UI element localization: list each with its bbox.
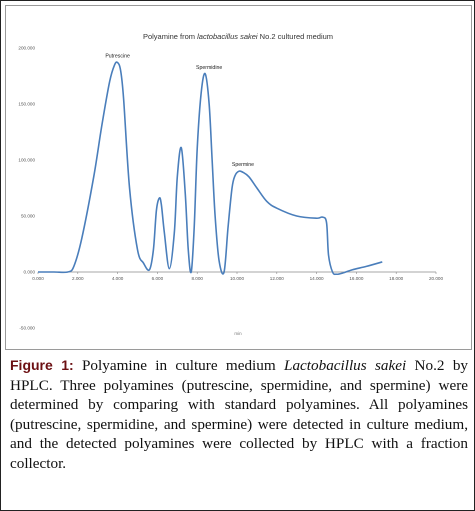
- x-tick-label: 10.000: [229, 276, 245, 281]
- y-axis-tick-labels: [18, 46, 35, 331]
- caption-species: Lactobacillus sakei: [284, 357, 407, 374]
- peak-label: Spermidine: [196, 64, 223, 71]
- x-tick-label: 4.000: [111, 276, 124, 281]
- y-tick-label: 200.000: [18, 45, 35, 51]
- x-tick-label: 6.000: [151, 276, 164, 281]
- figure-caption: [10, 356, 468, 474]
- chart-title-italic: lactobacillus sakei: [197, 32, 258, 41]
- y-tick-label: 0.000: [23, 269, 35, 275]
- caption-label: Figure 1:: [10, 357, 74, 373]
- x-tick-label: 2.000: [72, 276, 84, 281]
- caption-text-2: No.2 by HPLC. Three polyamines (putrescine, spermidine, and spermine) were determined by comparing with standard polyamines. All polyamines (putrescine, spermidine, and spermine) were detected in culture medium, and the detected polyamines were collected by HPLC with a fraction collector.: [10, 357, 469, 472]
- y-tick-label: 150.000: [18, 101, 35, 107]
- x-axis-tick-labels: [32, 272, 443, 281]
- y-tick-label: 50.000: [20, 213, 35, 219]
- x-tick-label: 8.000: [191, 276, 203, 281]
- x-tick-label: 18.000: [389, 276, 404, 281]
- peak-label: Putrescine: [105, 53, 130, 60]
- x-tick-label: 0.000: [32, 276, 44, 281]
- y-tick-label: 100.000: [18, 157, 35, 163]
- caption-text-1: Polyamine in culture medium: [73, 357, 284, 374]
- chart-title: [143, 32, 333, 41]
- y-tick-label: -50.000: [19, 325, 35, 331]
- x-axis-label: min: [234, 331, 242, 336]
- chart-title-suffix: No.2 cultured medium: [257, 32, 334, 41]
- chromatogram-line: [38, 62, 382, 274]
- chart-area: [5, 5, 472, 350]
- x-tick-label: 20.000: [428, 276, 444, 281]
- series-layer: [38, 62, 382, 274]
- x-tick-label: 14.000: [309, 276, 324, 281]
- x-tick-label: 16.000: [349, 276, 364, 281]
- chart-title-prefix: Polyamine from: [142, 32, 198, 41]
- x-tick-label: 12.000: [269, 276, 284, 281]
- polyamine-hplc-chart: [6, 6, 471, 349]
- peak-label: Spermine: [231, 162, 255, 169]
